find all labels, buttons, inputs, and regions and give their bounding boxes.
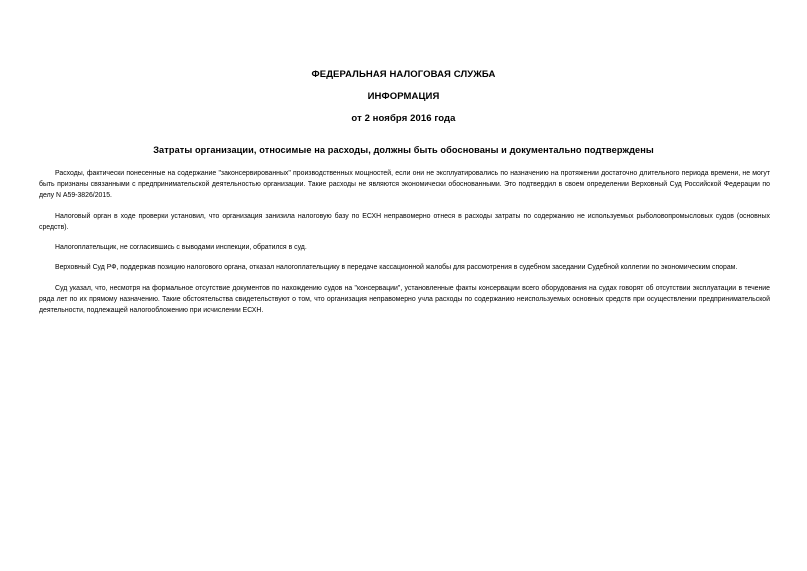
agency-name: ФЕДЕРАЛЬНАЯ НАЛОГОВАЯ СЛУЖБА [311,69,496,80]
body-paragraph-2: Налоговый орган в ходе проверки установил, что организация занизила налоговую базу по ЕСХН неправомерно отнеся в расходы затраты по содержанию не используемых рыболовопромысловых судов (основных средств). [39,213,770,232]
body-paragraph-1: Расходы, фактически понесенные на содержание "законсервированных" производственных мощностей, если они не эксплуатировались по назначению на протяжении достаточно длительного периода времени, не могут быть признаны связанными с предпринимательской деятельностью организации. Такие расходы не являются экономически обоснованными. Это подтвердил в своем определении Верховный Суд Российской Федерации по делу N А59-3826/2015. [39,170,770,200]
body-paragraph-3: Налогоплательщик, не согласившись с выводами инспекции, обратился в суд. [55,244,307,251]
document-date: от 2 ноября 2016 года [351,113,456,124]
body-paragraph-5: Суд указал, что, несмотря на формальное отсутствие документов по нахождению судов на "консервации", установленные факты консервации всего оборудования на судах говорят об отсутствии эксплуатации в течение ряда лет по их прямому назначению. Такие обстоятельства свидетельствуют о том, что организация неправомерно учла расходы по содержанию неиспользуемых основных средств при осуществлении предпринимательской деятельности, подлежащей налогообложению при исчислении ЕСХН. [39,285,770,315]
document-type: ИНФОРМАЦИЯ [367,91,440,102]
body-paragraph-4: Верховный Суд РФ, поддержав позицию налогового органа, отказал налогоплательщику в передаче кассационной жалобы для рассмотрения в судебном заседании Судебной коллегии по экономическим спорам. [55,264,738,271]
document-title: Затраты организации, относимые на расходы, должны быть обоснованы и документально подтверждены [153,145,654,155]
